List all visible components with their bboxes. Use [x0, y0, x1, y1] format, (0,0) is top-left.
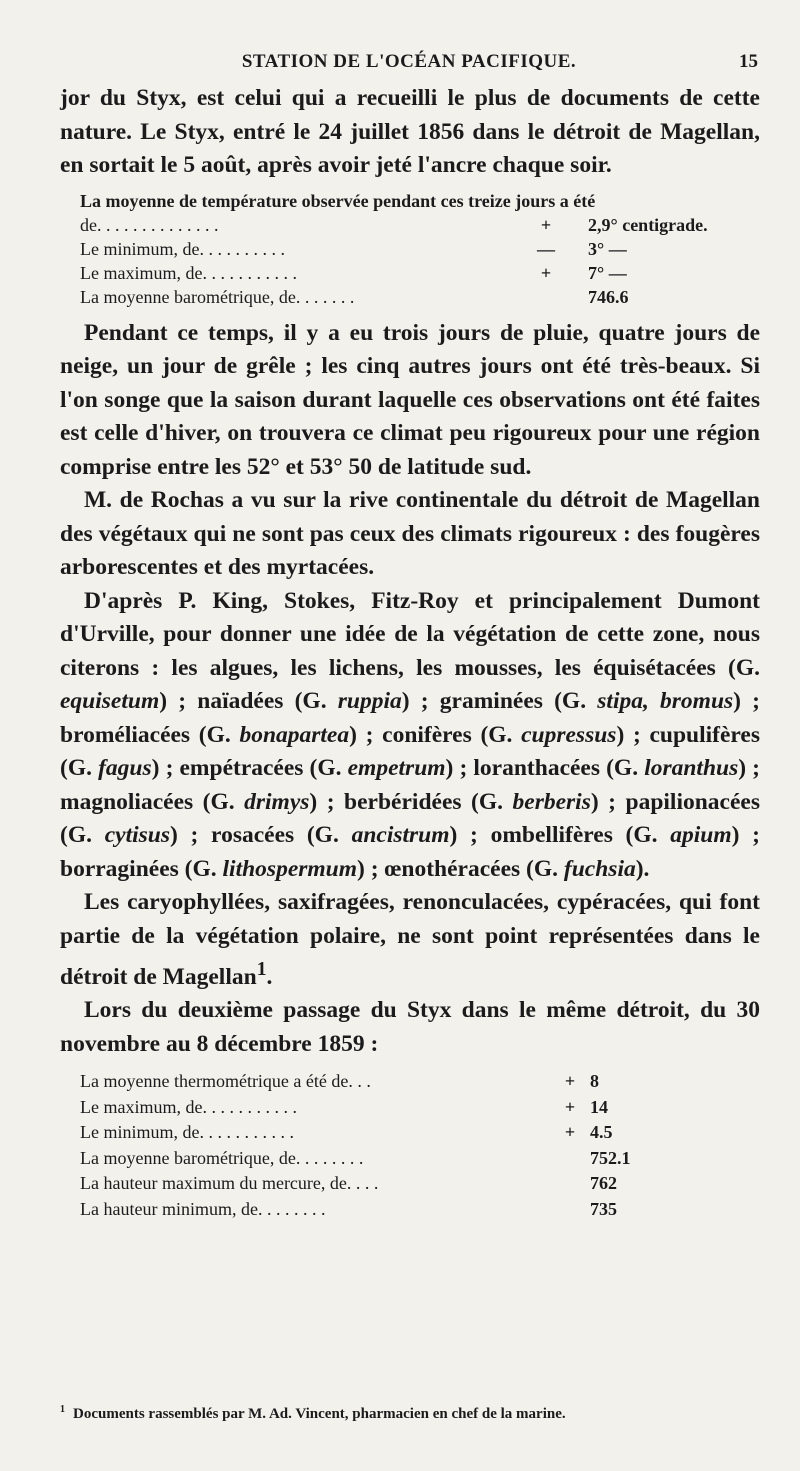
row-label: La moyenne de température observée pendant ces treize jours a été	[80, 190, 596, 211]
text-run: ) ; œnothéracées (G.	[357, 855, 564, 882]
genus-name: cupressus	[521, 721, 617, 748]
genus-name: loranthus	[644, 755, 739, 781]
row-label: Le maximum, de. . . . . . . . . . .	[80, 262, 297, 283]
genus-name: equisetum	[60, 688, 160, 714]
row-value: 762	[590, 1173, 617, 1194]
page-body	[60, 82, 760, 1228]
row-sign: +	[540, 214, 552, 235]
footnote-text: Documents rassemblés par M. Ad. Vincent, pharmacien en chef de la marine.	[73, 1406, 566, 1422]
genus-name: lithospermum	[222, 855, 358, 882]
genus-name: fagus	[98, 755, 152, 781]
genus-name: apium	[670, 822, 732, 848]
paragraph-plant-families	[60, 585, 760, 887]
paragraph-rochas-vegetation: M. de Rochas a vu sur la rive continentale du détroit de Magellan des végétaux qui ne sont pas ceux des climats rigoureux : des fougères arborescentes et des myrtacées.	[60, 487, 760, 580]
footnote-ref: 1	[256, 959, 267, 980]
row-value: 7° —	[588, 262, 627, 283]
row-label: La moyenne barométrique, de. . . . . . . .	[80, 1147, 364, 1168]
row-label: Le minimum, de. . . . . . . . . .	[80, 238, 285, 259]
text-run: ) ; rosacées (G.	[169, 822, 352, 848]
genus-name: ancistrum	[351, 822, 450, 848]
weather-table-1859	[80, 1069, 640, 1222]
genus-name: ruppia	[337, 688, 402, 714]
genus-name: fuchsia	[563, 855, 636, 882]
text-run: ) ; cupulifères (G.	[60, 721, 761, 781]
row-label: La moyenne barométrique, de. . . . . . .	[80, 286, 355, 307]
text-run: ) ; magnoliacées (G.	[60, 755, 760, 815]
running-head: STATION DE L'OCÉAN PACIFIQUE.	[241, 51, 577, 72]
footnote	[60, 1404, 760, 1423]
genus-name: berberis	[512, 788, 591, 815]
table-row	[80, 1171, 640, 1197]
row-value: 14	[590, 1096, 608, 1117]
text-run: ) ; berbéridées (G.	[309, 788, 513, 815]
row-sign: +	[564, 1071, 576, 1092]
table-row	[80, 237, 740, 261]
table-row	[80, 1146, 640, 1172]
table-row	[80, 261, 740, 285]
row-value: 4.5	[590, 1122, 613, 1143]
table-row	[80, 1120, 640, 1146]
row-label: La hauteur minimum, de. . . . . . . .	[80, 1198, 326, 1219]
genus-name: bonapartea	[239, 721, 350, 748]
genus-name: empetrum	[347, 755, 446, 781]
row-label: Le minimum, de. . . . . . . . . . .	[80, 1122, 294, 1143]
text-run: ) ; loranthacées (G.	[445, 755, 645, 781]
footnote-mark: 1	[60, 1404, 65, 1415]
table-row	[80, 189, 740, 213]
genus-name: drimys	[244, 788, 310, 815]
row-value: 735	[590, 1198, 617, 1219]
paragraph-second-passage: Lors du deuxième passage du Styx dans le même détroit, du 30 novembre au 8 décembre 1859 :	[60, 997, 760, 1057]
genus-name: stipa, bromus	[597, 688, 734, 714]
page-number: 15	[739, 51, 758, 72]
genus-name: cytisus	[104, 822, 170, 848]
text-run: ) ; borraginées (G.	[60, 822, 761, 882]
page-header	[60, 49, 758, 79]
table-row	[80, 1197, 640, 1223]
text-run: ) ; conifères (G.	[349, 721, 522, 748]
text-run: ) ; naïadées (G.	[159, 688, 338, 714]
text-run: D'après P. King, Stokes, Fitz-Roy et principalement Dumont d'Urville, pour donner une idée de la végétation de cette zone, nous citerons : les algues, les lichens, les mousses, les équisétacées (G.	[60, 587, 760, 681]
text-run: ) ; empétracées (G.	[151, 755, 348, 781]
table-row	[80, 285, 740, 309]
row-sign: —	[537, 238, 555, 259]
text-run: ).	[635, 855, 650, 882]
table-row	[80, 1069, 640, 1095]
row-label: La hauteur maximum du mercure, de. . . .	[80, 1173, 379, 1194]
text-run: ) ; ombellifères (G.	[449, 822, 671, 848]
text-run: ) ; graminées (G.	[401, 688, 598, 714]
row-label: La moyenne thermométrique a été de. . .	[80, 1071, 371, 1092]
row-value: 3° —	[588, 238, 627, 259]
paragraph-styx-first-passage: jor du Styx, est celui qui a recueilli le plus de documents de cette nature. Le Styx, entré le 24 juillet 1856 dans le détroit de Magellan, en sortait le 5 août, après avoir jeté l'ancre chaque soir.	[60, 85, 760, 178]
paragraph-polar-vegetation: Les caryophyllées, saxifragées, renonculacées, cypéracées, qui font partie de la végétation polaire, ne sont point représentées dans le détroit de Magellan$^1$.	[60, 889, 760, 990]
row-value: 2,9° centigrade.	[588, 214, 708, 235]
table-row	[80, 213, 740, 237]
row-value: 752.1	[590, 1147, 631, 1168]
row-sign: +	[564, 1122, 576, 1143]
text-run: Les caryophyllées, saxifragées, renonculacées, cypéracées, qui font partie de la végétation polaire, ne sont point représentées dans le détroit de Magellan	[60, 889, 760, 990]
paragraph-weather-days: Pendant ce temps, il y a eu trois jours de pluie, quatre jours de neige, un jour de grêle ; les cinq autres jours ont été très-beaux. Si l'on songe que la saison durant laquelle ces observations ont été faites est celle d'hiver, on trouvera ce climat peu rigoureux pour une région comprise entre les 52° et 53° 50 de latitude sud.	[60, 319, 760, 480]
row-value: 8	[590, 1071, 599, 1092]
table-row	[80, 1095, 640, 1121]
row-value: 746.6	[588, 286, 629, 307]
weather-table-1856	[80, 189, 740, 309]
row-sign: +	[564, 1096, 576, 1117]
row-label: Le maximum, de. . . . . . . . . . .	[80, 1096, 297, 1117]
text-run: ) ; broméliacées (G.	[60, 688, 761, 748]
text-run: ) ; papilionacées (G.	[60, 788, 760, 848]
row-sign: +	[540, 262, 552, 283]
row-label: de. . . . . . . . . . . . . .	[80, 214, 219, 235]
